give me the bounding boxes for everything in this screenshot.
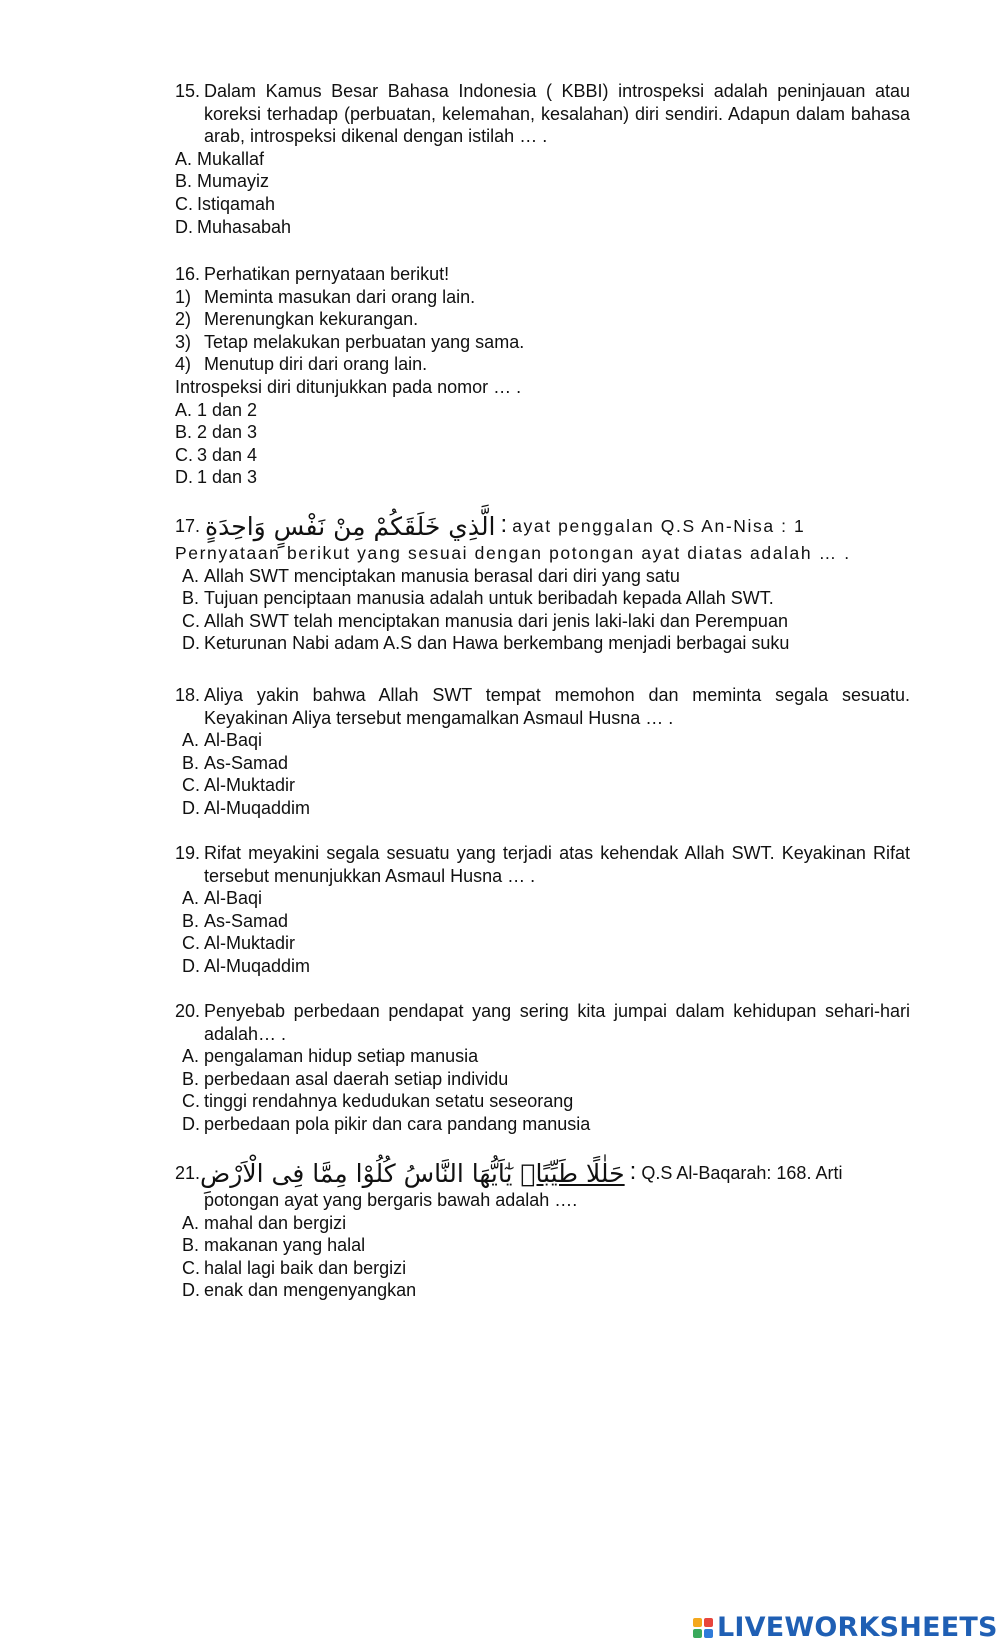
option-d[interactable] <box>175 216 910 239</box>
question-number: 21. <box>175 1163 201 1183</box>
colon: : <box>629 1158 637 1185</box>
statement-text: Tetap melakukan perbuatan yang sama. <box>204 331 525 352</box>
option-b[interactable] <box>182 752 910 775</box>
question-18 <box>175 684 910 820</box>
question-16 <box>175 263 910 489</box>
question-16-prompt: Introspeksi diri ditunjukkan pada nomor … . <box>175 376 522 397</box>
option-text: Al-Muqaddim <box>204 797 311 818</box>
option-text: As-Samad <box>204 910 289 931</box>
arabic-verse-main: يٰٓاَيُّهَا النَّاسُ كُلُوْا مِمَّا فِى الْاَرْضِ <box>200 1158 513 1188</box>
statement-number: 3) <box>175 331 192 352</box>
option-text: Keturunan Nabi adam A.S dan Hawa berkembang menjadi berbagai suku <box>204 633 790 654</box>
question-text: Perhatikan pernyataan berikut! <box>204 264 450 284</box>
option-letter: C. <box>175 193 193 214</box>
option-c[interactable] <box>182 932 910 955</box>
option-a[interactable] <box>182 1045 910 1068</box>
question-21-stem: potongan ayat yang bergaris bawah adalah …. <box>204 1190 578 1210</box>
statement-2 <box>175 308 910 331</box>
question-17-stem: Pernyataan berikut yang sesuai dengan potongan ayat diatas adalah … . <box>175 543 851 563</box>
option-text: Muhasabah <box>197 216 292 237</box>
option-d[interactable] <box>182 1279 910 1302</box>
option-text: Tujuan penciptaan manusia adalah untuk beribadah kepada Allah SWT. <box>204 588 774 609</box>
question-15-stem <box>175 80 910 148</box>
option-letter: A. <box>182 1212 200 1233</box>
option-text: tinggi rendahnya kedudukan setatu seseorang <box>204 1091 574 1112</box>
option-c[interactable] <box>175 193 910 216</box>
option-text: perbedaan asal daerah setiap individu <box>204 1068 509 1089</box>
option-letter: B. <box>175 171 193 192</box>
option-letter: B. <box>182 910 200 931</box>
statement-number: 2) <box>175 309 192 330</box>
option-letter: C. <box>182 1091 200 1112</box>
option-text: Al-Muqaddim <box>204 955 311 976</box>
option-text: Mumayiz <box>197 171 270 192</box>
option-b[interactable] <box>182 1234 910 1257</box>
option-a[interactable] <box>182 887 910 910</box>
verse-reference: ayat penggalan Q.S An-Nisa : 1 <box>512 516 806 536</box>
question-number: 19. <box>175 843 201 863</box>
option-a[interactable] <box>182 1212 910 1235</box>
option-letter: A. <box>182 565 200 586</box>
option-letter: B. <box>182 752 200 773</box>
option-d[interactable] <box>182 1113 910 1136</box>
question-18-options <box>175 729 910 819</box>
question-20-options <box>175 1045 910 1135</box>
option-text: Istiqamah <box>197 193 276 214</box>
option-letter: C. <box>182 610 200 631</box>
question-text: Rifat meyakini segala sesuatu yang terjadi atas kehendak Allah SWT. Keyakinan Rifat tersebut menunjukkan Asmaul Husna … . <box>204 843 910 886</box>
question-21 <box>175 1158 910 1302</box>
statement-1 <box>175 286 910 309</box>
option-letter: C. <box>182 933 200 954</box>
option-letter: B. <box>182 588 200 609</box>
option-text: 1 dan 2 <box>197 399 258 420</box>
option-text: enak dan mengenyangkan <box>204 1280 417 1301</box>
statement-text: Menutup diri dari orang lain. <box>204 354 428 375</box>
option-letter: B. <box>182 1235 200 1256</box>
option-c[interactable] <box>182 610 910 633</box>
option-c[interactable] <box>182 1257 910 1280</box>
arabic-verse-underlined: حَلٰلًا طَيِّبًاۖ <box>520 1158 625 1188</box>
option-b[interactable] <box>182 587 910 610</box>
option-letter: A. <box>182 888 200 909</box>
question-17 <box>175 511 910 655</box>
option-letter: D. <box>182 955 200 976</box>
option-c[interactable] <box>175 444 910 467</box>
option-letter: A. <box>175 399 193 420</box>
question-text: Dalam Kamus Besar Bahasa Indonesia ( KBBI) introspeksi adalah peninjauan atau koreksi terhadap (perbuatan, kelemahan, kesalahan) diri sendiri. Adapun dalam bahasa arab, introspeksi dikenal dengan istilah … . <box>204 81 910 147</box>
question-19 <box>175 842 910 978</box>
option-letter: C. <box>182 1257 200 1278</box>
statement-number: 4) <box>175 354 192 375</box>
option-text: pengalaman hidup setiap manusia <box>204 1046 479 1067</box>
question-19-stem <box>175 842 910 887</box>
liveworksheets-logo <box>693 1613 998 1643</box>
option-d[interactable] <box>182 797 910 820</box>
option-text: Al-Baqi <box>204 730 263 751</box>
question-number: 15. <box>175 81 201 101</box>
option-text: Al-Muktadir <box>204 933 296 954</box>
option-text: perbedaan pola pikir dan cara pandang manusia <box>204 1113 591 1134</box>
question-21-header <box>175 1158 910 1197</box>
question-21-options <box>175 1212 910 1302</box>
question-text: Penyebab perbedaan pendapat yang sering kita jumpai dalam kehidupan sehari-hari adalah… . <box>204 1001 910 1044</box>
option-letter: B. <box>182 1068 200 1089</box>
question-19-options <box>175 887 910 977</box>
option-a[interactable] <box>182 729 910 752</box>
option-letter: D. <box>175 216 193 237</box>
question-16-stem <box>175 263 910 286</box>
statement-4 <box>175 353 910 376</box>
option-text: makanan yang halal <box>204 1235 366 1256</box>
option-c[interactable] <box>182 1090 910 1113</box>
logo-text: LIVEWORKSHEETS <box>717 1611 998 1643</box>
option-text: As-Samad <box>204 752 289 773</box>
question-15-options <box>175 148 910 238</box>
question-17-header <box>175 511 910 550</box>
question-20 <box>175 1000 910 1136</box>
logo-icon <box>693 1618 713 1638</box>
question-20-stem <box>175 1000 910 1045</box>
option-d[interactable] <box>175 466 910 489</box>
option-letter: D. <box>182 1280 200 1301</box>
question-text: Aliya yakin bahwa Allah SWT tempat memohon dan meminta segala sesuatu. Keyakinan Aliya tersebut mengamalkan Asmaul Husna … . <box>204 685 910 728</box>
verse-reference: Q.S Al-Baqarah: 168. Arti <box>641 1163 843 1183</box>
statement-text: Merenungkan kekurangan. <box>204 309 419 330</box>
option-letter: D. <box>182 797 200 818</box>
option-text: mahal dan bergizi <box>204 1212 347 1233</box>
question-number: 18. <box>175 685 201 705</box>
option-text: 2 dan 3 <box>197 422 258 443</box>
option-text: Al-Muktadir <box>204 775 296 796</box>
option-letter: D. <box>182 633 200 654</box>
option-a[interactable] <box>175 399 910 422</box>
colon: : <box>500 511 508 538</box>
option-c[interactable] <box>182 774 910 797</box>
statement-number: 1) <box>175 286 192 307</box>
question-17-options <box>175 565 910 655</box>
option-letter: C. <box>175 444 193 465</box>
option-a[interactable] <box>182 565 910 588</box>
question-number: 16. <box>175 264 201 284</box>
logo-square <box>704 1629 713 1638</box>
option-b[interactable] <box>182 910 910 933</box>
option-letter: A. <box>182 730 200 751</box>
option-text: 3 dan 4 <box>197 444 258 465</box>
option-b[interactable] <box>175 421 910 444</box>
logo-square <box>693 1629 702 1638</box>
option-letter: A. <box>175 148 193 169</box>
question-16-options <box>175 399 910 489</box>
arabic-verse <box>200 1158 625 1188</box>
option-text: Allah SWT menciptakan manusia berasal dari diri yang satu <box>204 565 680 586</box>
option-letter: D. <box>182 1113 200 1134</box>
question-number: 17. <box>175 516 201 536</box>
option-letter: C. <box>182 775 200 796</box>
statement-text: Meminta masukan dari orang lain. <box>204 286 476 307</box>
option-text: halal lagi baik dan bergizi <box>204 1257 407 1278</box>
option-d[interactable] <box>182 955 910 978</box>
question-number: 20. <box>175 1001 201 1021</box>
option-letter: D. <box>175 467 193 488</box>
option-b[interactable] <box>182 1068 910 1091</box>
option-text: Mukallaf <box>197 148 265 169</box>
arabic-verse: الَّذِي خَلَقَكُمْ مِنْ نَفْسٍ وَاحِدَةٍ <box>205 511 496 541</box>
option-letter: A. <box>182 1046 200 1067</box>
question-18-stem <box>175 684 910 729</box>
logo-square <box>693 1618 702 1627</box>
question-15 <box>175 80 910 238</box>
option-d[interactable] <box>182 632 910 655</box>
option-b[interactable] <box>175 170 910 193</box>
logo-square <box>704 1618 713 1627</box>
option-text: 1 dan 3 <box>197 467 258 488</box>
option-text: Allah SWT telah menciptakan manusia dari jenis laki-laki dan Perempuan <box>204 610 788 631</box>
statement-3 <box>175 331 910 354</box>
option-text: Al-Baqi <box>204 888 263 909</box>
option-letter: B. <box>175 422 193 443</box>
option-a[interactable] <box>175 148 910 171</box>
